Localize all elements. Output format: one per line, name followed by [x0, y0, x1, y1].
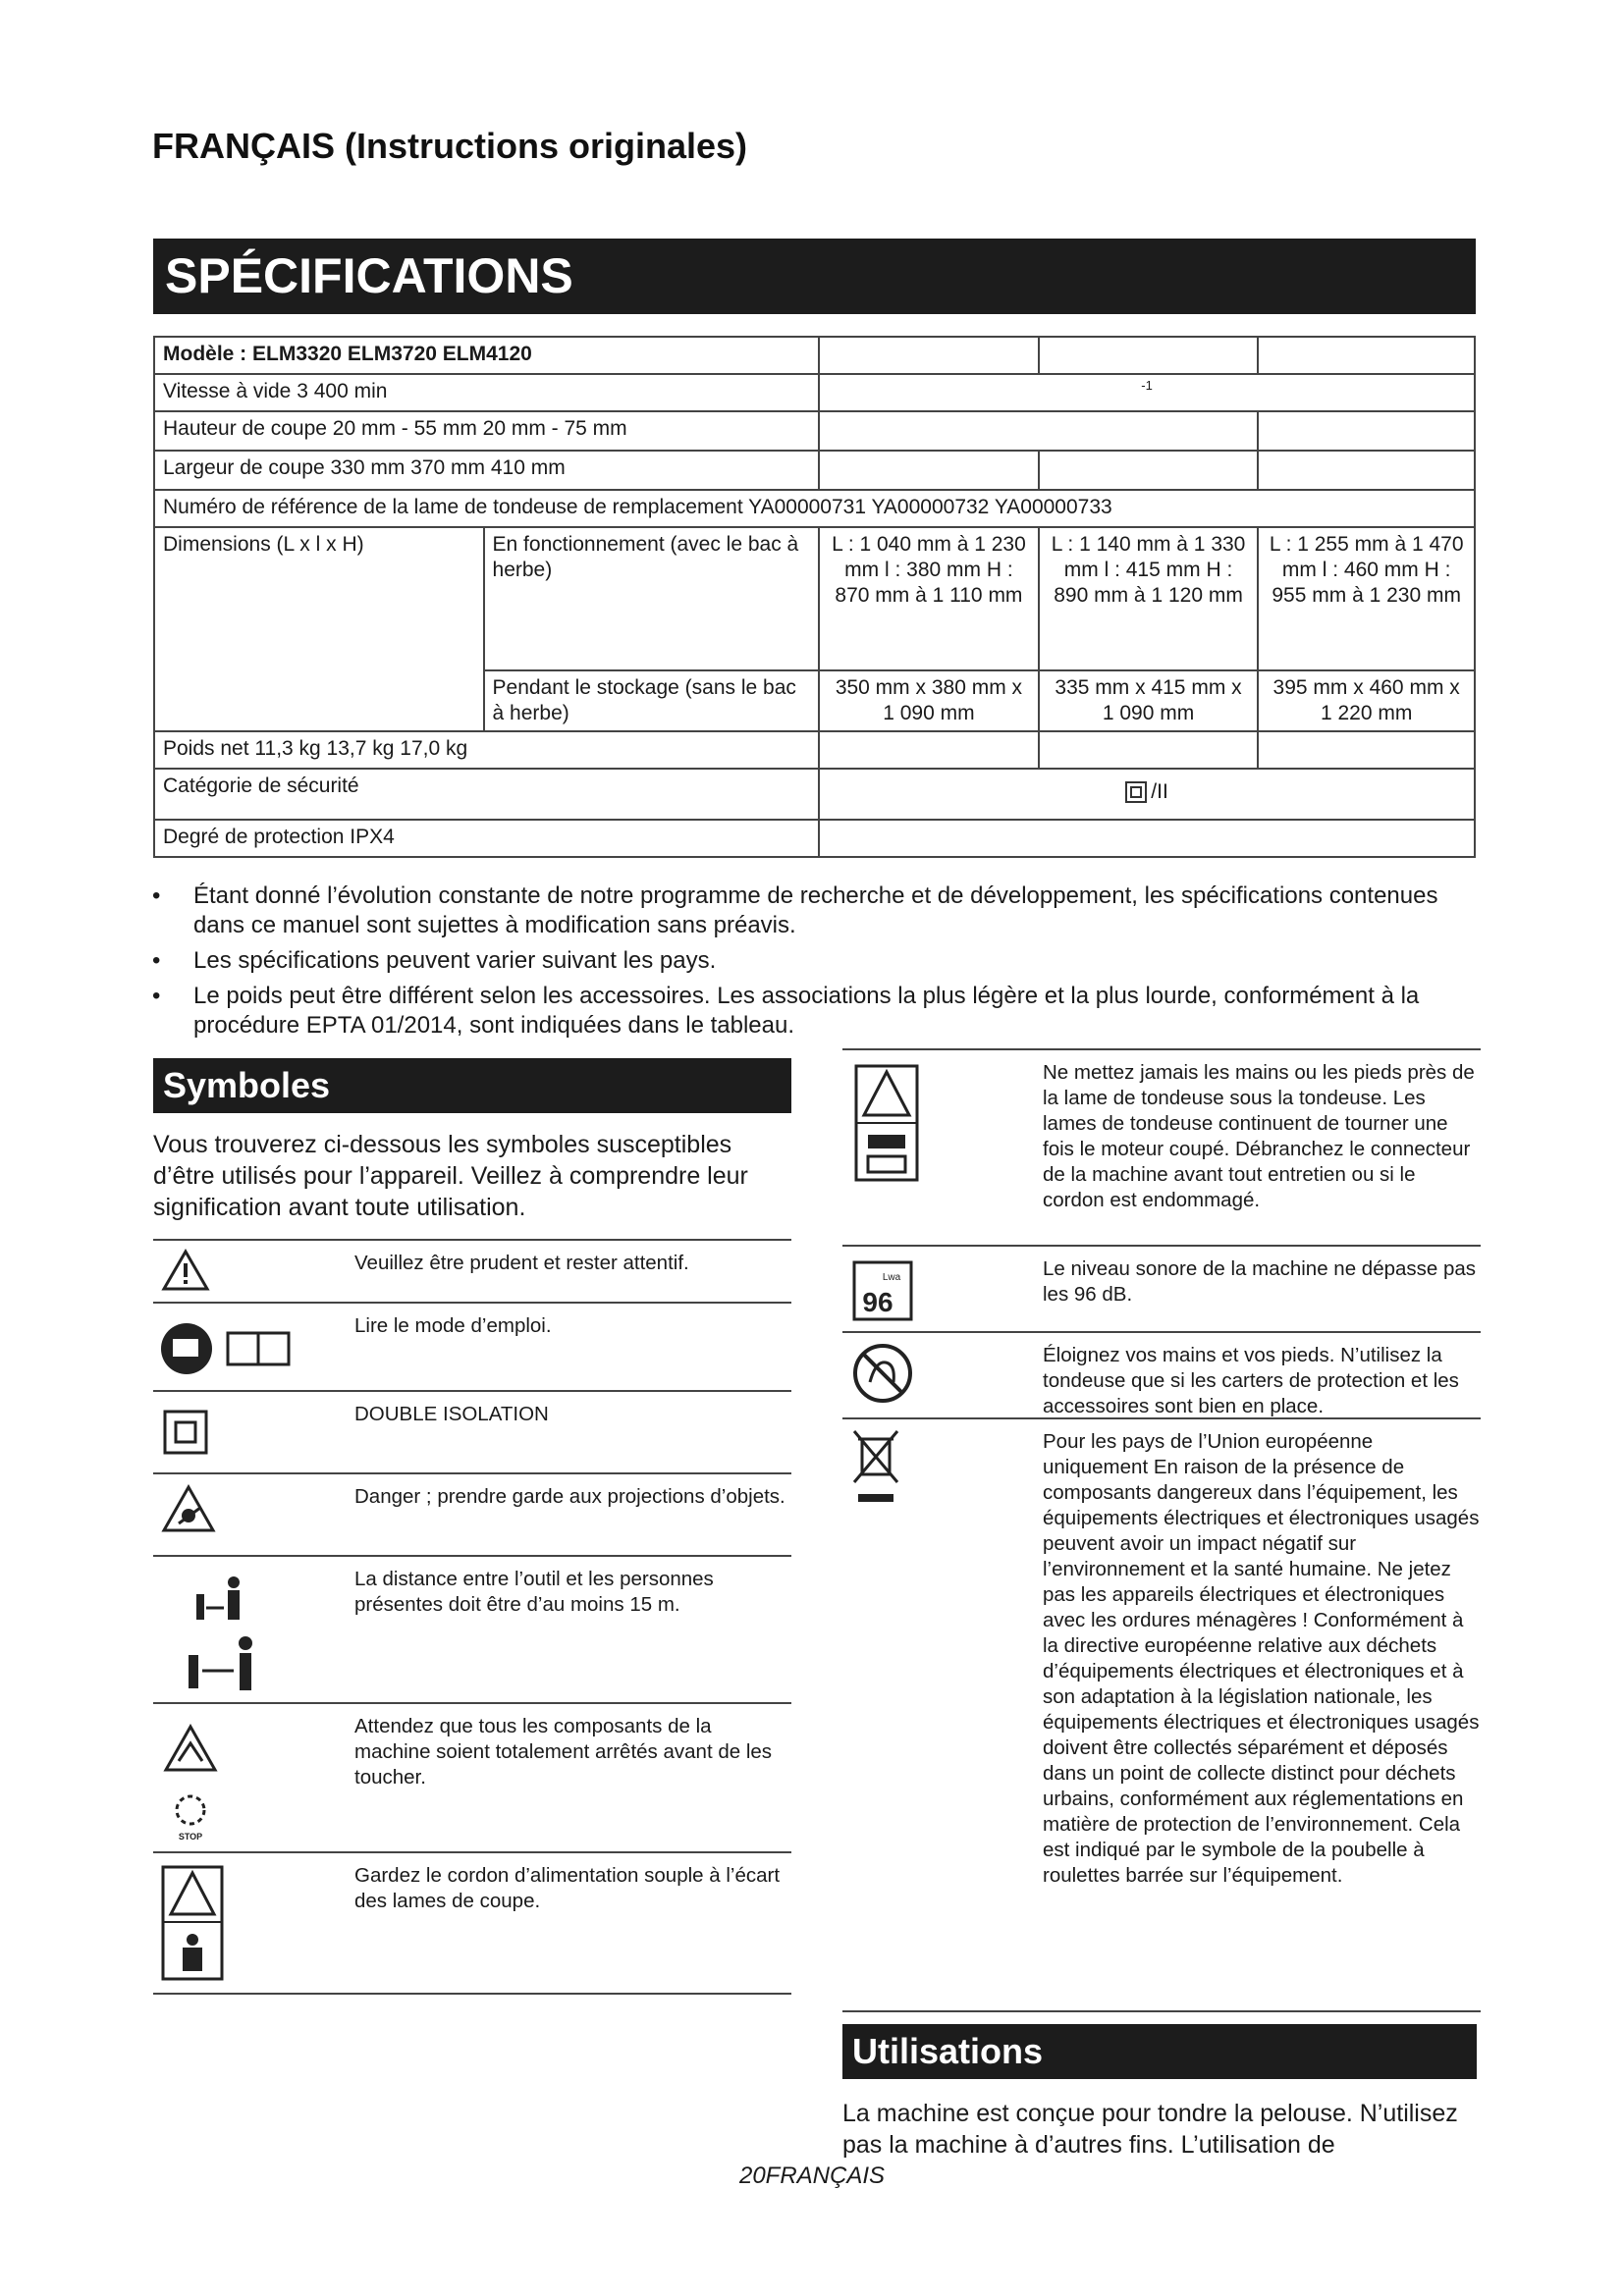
symbol-row — [842, 1048, 1481, 1247]
symbol-row — [153, 1390, 791, 1474]
symbol-text: Gardez le cordon d’alimentation souple à l’écart des lames de coupe. — [354, 1864, 781, 1912]
warning-triangle-icon — [161, 1249, 210, 1292]
symbol-text: Danger ; prendre garde aux projections d’objets. — [354, 1485, 785, 1508]
spec-storage-label: Pendant le stockage (sans le bac à herbe) — [484, 670, 820, 731]
note-text: Les spécifications peuvent varier suivant les pays. — [193, 947, 717, 974]
spec-protection: Degré de protection IPX4 — [154, 820, 819, 857]
spec-safety-value: /II — [1151, 779, 1168, 803]
cord-blade-icon — [161, 1865, 224, 1981]
symbol-row — [153, 1702, 791, 1853]
spec-dimensions-label: Dimensions (L x l x H) — [154, 527, 484, 731]
spec-notes — [152, 881, 1478, 1046]
symbol-text: Lire le mode d’emploi. — [354, 1314, 552, 1337]
symbols-intro: Vous trouverez ci-dessous les symboles susceptibles d’être utilisés pour l’appareil. Veillez à comprendre leur signification avant toute utilisation. — [153, 1131, 748, 1221]
symbol-row — [153, 1472, 791, 1557]
symbol-row — [842, 1245, 1481, 1333]
symbol-text: Veuillez être prudent et rester attentif. — [354, 1252, 689, 1274]
spec-operating-value: L : 1 255 mm à 1 470 mm l : 460 mm H : 955 mm à 1 230 mm — [1258, 527, 1475, 670]
note-item: • Les spécifications peuvent varier suivant les pays. — [152, 947, 717, 974]
symbol-text: Éloignez vos mains et vos pieds. N’utilisez la tondeuse que si les carters de protection et les accessoires sont bien en place. — [1043, 1344, 1459, 1417]
symbol-text: Pour les pays de l’Union européenne uniquement En raison de la présence de composants dangereux dans l’équipement, les équipements électriques et électroniques usagés peuvent avoir un impact négatif sur l’environnement et la santé humaine. Ne jetez pas les appareils électriques et électroniques avec les ordures ménagères ! Conformément à la directive européenne relative aux déchets d’équipements électriques et électroniques et à son adaptation à la législation nationale, les équipements électriques et électroniques usagés doivent être collectés séparément et déposés dans un point de collecte distinct pour déchets urbains, conformément aux réglementations en matière de protection de l’environnement. Cela est indiqué par le symbole de la poubelle à roulettes barrée sur l’équipement. — [1043, 1430, 1480, 1887]
spec-speed-unit: -1 — [819, 374, 1475, 411]
note-item: • Le poids peut être différent selon les accessoires. Les associations la plus légère et la plus lourde, conformément à la procédure EPTA 01/2014, sont indiquées dans le tableau. — [152, 983, 1420, 1039]
spec-cut-height: Hauteur de coupe 20 mm - 55 mm 20 mm - 75 mm — [154, 411, 819, 451]
symbol-text: Le niveau sonore de la machine ne dépasse pas les 96 dB. — [1043, 1257, 1477, 1306]
spec-storage-value: 350 mm x 380 mm x 1 090 mm — [819, 670, 1039, 731]
symbol-row — [153, 1239, 791, 1304]
symbols-table-right — [842, 1048, 1481, 2012]
symbol-text: DOUBLE ISOLATION — [354, 1403, 549, 1425]
spec-blade-ref: Numéro de référence de la lame de tondeuse de remplacement YA00000731 YA00000732 YA00000733 — [154, 490, 1475, 527]
symbol-row — [153, 1555, 791, 1704]
spec-storage-value: 395 mm x 460 mm x 1 220 mm — [1258, 670, 1475, 731]
symbols-heading: Symboles — [153, 1058, 791, 1113]
spec-storage-value: 335 mm x 415 mm x 1 090 mm — [1039, 670, 1259, 731]
spec-operating-value: L : 1 040 mm à 1 230 mm l : 380 mm H : 870 mm à 1 110 mm — [819, 527, 1039, 670]
spec-operating-label: En fonctionnement (avec le bac à herbe) — [484, 527, 820, 670]
symbols-table-left — [153, 1239, 791, 1993]
read-manual-icon — [159, 1321, 297, 1376]
specifications-heading: SPÉCIFICATIONS — [153, 239, 1476, 314]
noise-level-icon — [852, 1260, 913, 1321]
note-text: Étant donné l’évolution constante de notre programme de recherche et de développement, les spécifications contenues dans ce manuel sont sujettes à modification sans préavis. — [193, 882, 1438, 938]
uses-text: La machine est conçue pour tondre la pelouse. N’utilisez pas la machine à d’autres fins. L’utilisation de — [842, 2100, 1458, 2159]
symbol-row — [842, 1417, 1481, 2012]
note-item: • Étant donné l’évolution constante de notre programme de recherche et de développement, les spécifications contenues dans ce manuel sont sujettes à modification sans préavis. — [152, 882, 1438, 938]
spec-model: Modèle : ELM3320 ELM3720 ELM4120 — [154, 337, 819, 374]
crossed-bin-icon — [850, 1429, 901, 1508]
stop-label: STOP — [178, 1832, 203, 1842]
symbol-text: La distance entre l’outil et les personnes présentes doit être d’au moins 15 m. — [354, 1568, 714, 1616]
language-title: FRANÇAIS (Instructions originales) — [152, 126, 748, 166]
spec-speed: Vitesse à vide 3 400 min — [154, 374, 819, 411]
spec-weight: Poids net 11,3 kg 13,7 kg 17,0 kg — [154, 731, 819, 769]
noise-lwa-label: Lwa — [882, 1272, 901, 1283]
symbol-row — [153, 1851, 791, 1995]
distance-person-icon — [189, 1573, 257, 1694]
spec-operating-value: L : 1 140 mm à 1 330 mm l : 415 mm H : 890 mm à 1 120 mm — [1039, 527, 1259, 670]
noise-value-label: 96 — [862, 1287, 893, 1317]
spec-cut-width: Largeur de coupe 330 mm 370 mm 410 mm — [154, 451, 819, 490]
spec-safety-class: Catégorie de sécurité — [154, 769, 819, 820]
page-footer: 20FRANÇAIS — [738, 2163, 886, 2189]
flying-objects-icon — [161, 1484, 216, 1533]
double-insulation-icon — [1125, 781, 1147, 803]
double-insulation-icon — [163, 1410, 208, 1455]
symbol-row — [153, 1302, 791, 1392]
symbol-row — [842, 1331, 1481, 1419]
symbol-text: Attendez que tous les composants de la machine soient totalement arrêtés avant de les toucher. — [354, 1715, 773, 1789]
blade-hands-icon — [854, 1064, 919, 1182]
note-text: Le poids peut être différent selon les accessoires. Les associations la plus légère et la plus lourde, conformément à la procédure EPTA 01/2014, sont indiquées dans le tableau. — [193, 983, 1420, 1039]
symbol-text: Ne mettez jamais les mains ou les pieds près de la lame de tondeuse sous la tondeuse. Les lames de tondeuse continuent de tourner une fois le moteur coupé. Débranchez le connecteur de la machine avant tout entretien ou si le cordon est endommagé. — [1043, 1061, 1475, 1211]
keep-hands-away-icon — [852, 1343, 913, 1404]
wait-stop-icon — [163, 1724, 218, 1843]
uses-heading: Utilisations — [842, 2024, 1477, 2079]
specifications-table — [153, 336, 1476, 858]
